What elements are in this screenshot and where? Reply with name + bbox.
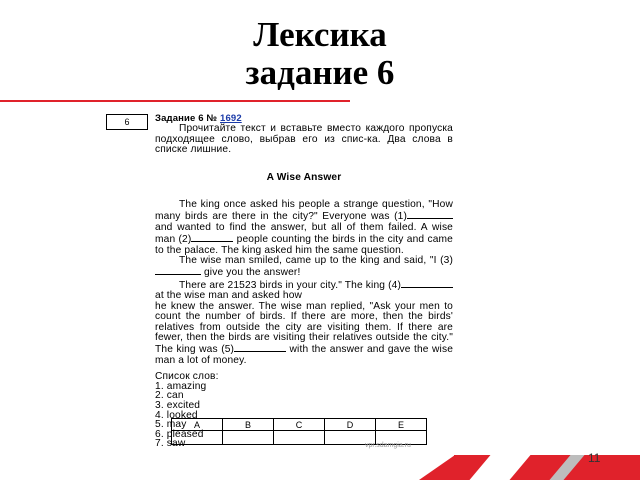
word-item: 7. saw bbox=[155, 438, 186, 450]
footer-accent-triangle bbox=[419, 455, 455, 480]
blank-5 bbox=[234, 343, 286, 352]
page-number: 11 bbox=[588, 451, 601, 465]
answer-cell-b[interactable] bbox=[223, 431, 274, 445]
watermark: vpr.sdamgia.ru bbox=[365, 442, 411, 449]
word-item: 6. pleased bbox=[155, 428, 204, 440]
story-p1c: people counting the birds in the city and came to the palace. The king asked him the same question. bbox=[155, 234, 453, 256]
story-p1b: and wanted to find the answer, but all of them failed. A wise man (2) bbox=[155, 221, 453, 246]
task-header-prefix: Задание 6 № bbox=[155, 113, 218, 124]
slide-title-line1: Лексика bbox=[253, 15, 387, 54]
story-p3: There are 21523 birds in your city." The king (4) bbox=[179, 279, 401, 291]
slide-title bbox=[0, 16, 640, 92]
blank-4 bbox=[401, 279, 453, 288]
story-p2a: The wise man smiled, came up to the king and said, "I (3) bbox=[179, 255, 453, 267]
story-p2b: give you the answer! bbox=[203, 267, 301, 279]
answer-header-c: C bbox=[274, 419, 325, 431]
task-id-link[interactable]: 1692 bbox=[220, 113, 242, 124]
answer-table bbox=[171, 418, 427, 445]
story-paragraph-3 bbox=[155, 279, 453, 302]
story-p3b: at the wise man and asked how bbox=[155, 290, 303, 302]
answer-header-a: A bbox=[172, 419, 223, 431]
task-document bbox=[155, 114, 453, 449]
blank-1 bbox=[407, 210, 453, 219]
story-p1a: The king once asked his people a strange question, "How many birds are there in the city?" Everyone was (1) bbox=[155, 199, 453, 223]
task-number-box: 6 bbox=[106, 114, 148, 130]
answer-header-b: B bbox=[223, 419, 274, 431]
word-list-heading: Список слов: bbox=[155, 371, 219, 383]
task-instruction: Прочитайте текст и вставьте вместо каждого пропуска подходящее слово, выбрав его из спис-ка. Два слова в списке лишние. bbox=[155, 123, 453, 156]
word-item: 2. can bbox=[155, 390, 184, 402]
word-item: 5. may bbox=[155, 419, 187, 431]
word-item: 3. excited bbox=[155, 399, 201, 411]
story-paragraph-1 bbox=[155, 200, 453, 256]
answer-header-d: D bbox=[325, 419, 376, 431]
story-p4a: he knew the answer. The wise man replied, "Ask your men to count the number of birds. If there are more, then the birds' relatives from outside the city are visiting them. If there are fewer, then the birds are visiting their relatives outside the city." The king was (5) bbox=[155, 300, 453, 356]
story-paragraph-2 bbox=[155, 256, 453, 279]
story-paragraph-4 bbox=[155, 302, 453, 366]
blank-3 bbox=[155, 266, 201, 275]
story-title: A Wise Answer bbox=[266, 171, 342, 183]
word-item: 4. looked bbox=[155, 409, 198, 421]
answer-header-e: E bbox=[376, 419, 427, 431]
answer-cell-c[interactable] bbox=[274, 431, 325, 445]
word-item: 1. amazing bbox=[155, 380, 207, 392]
slide-title-line2: задание 6 bbox=[245, 53, 395, 92]
title-underline bbox=[0, 100, 350, 102]
answer-table-header-row bbox=[172, 419, 427, 431]
blank-2 bbox=[191, 233, 233, 242]
answer-cell-a[interactable] bbox=[172, 431, 223, 445]
story-p4b: with the answer and gave the wise man a lot of money. bbox=[155, 344, 454, 366]
